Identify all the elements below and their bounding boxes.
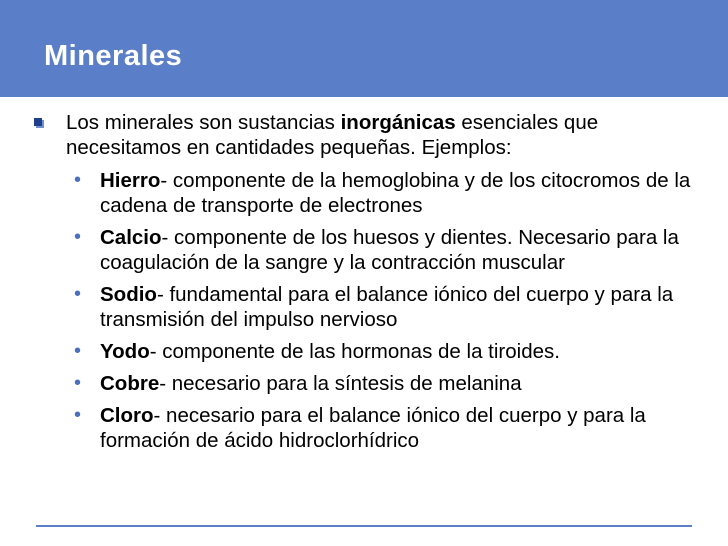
item-term: Cobre [100, 372, 160, 395]
square-bullet-icon [34, 118, 42, 126]
dot-bullet-icon: • [74, 404, 82, 426]
item-text: - componente de las hormonas de la tiroides. [149, 340, 560, 363]
list-item [32, 403, 702, 453]
list-item [32, 225, 702, 275]
item-term: Calcio [100, 226, 162, 249]
item-text: - necesario para la síntesis de melanina [159, 372, 522, 395]
item-term: Hierro [100, 169, 161, 192]
intro-text-bold: inorgánicas [340, 111, 456, 134]
intro-text-after: esenciales que necesitamos en cantidades pequeñas. Ejemplos: [66, 111, 599, 159]
item-text: - fundamental para el balance iónico del cuerpo y para la transmisión del impulso nervioso [100, 283, 674, 331]
dot-bullet-icon: • [74, 340, 82, 362]
item-text: - componente de los huesos y dientes. Necesario para la coagulación de la sangre y la contracción muscular [100, 226, 679, 274]
dot-bullet-icon: • [74, 372, 82, 394]
item-text: - componente de la hemoglobina y de los citocromos de la cadena de transporte de electrones [100, 169, 691, 217]
intro-text-before: Los minerales son sustancias [66, 111, 341, 134]
title-bar [0, 0, 728, 97]
slide-content [32, 110, 702, 460]
list-item [32, 168, 702, 218]
dot-bullet-icon: • [74, 169, 82, 191]
dot-bullet-icon: • [74, 283, 82, 305]
footer-divider [36, 525, 692, 527]
slide-title: Minerales [44, 40, 183, 72]
list-item [32, 339, 702, 364]
dot-bullet-icon: • [74, 226, 82, 248]
list-item [32, 371, 702, 396]
item-text: - necesario para el balance iónico del cuerpo y para la formación de ácido hidroclorhídrico [100, 404, 646, 452]
intro-bullet [32, 110, 702, 160]
list-item [32, 282, 702, 332]
item-term: Yodo [100, 340, 150, 363]
item-term: Cloro [100, 404, 154, 427]
item-term: Sodio [100, 283, 157, 306]
